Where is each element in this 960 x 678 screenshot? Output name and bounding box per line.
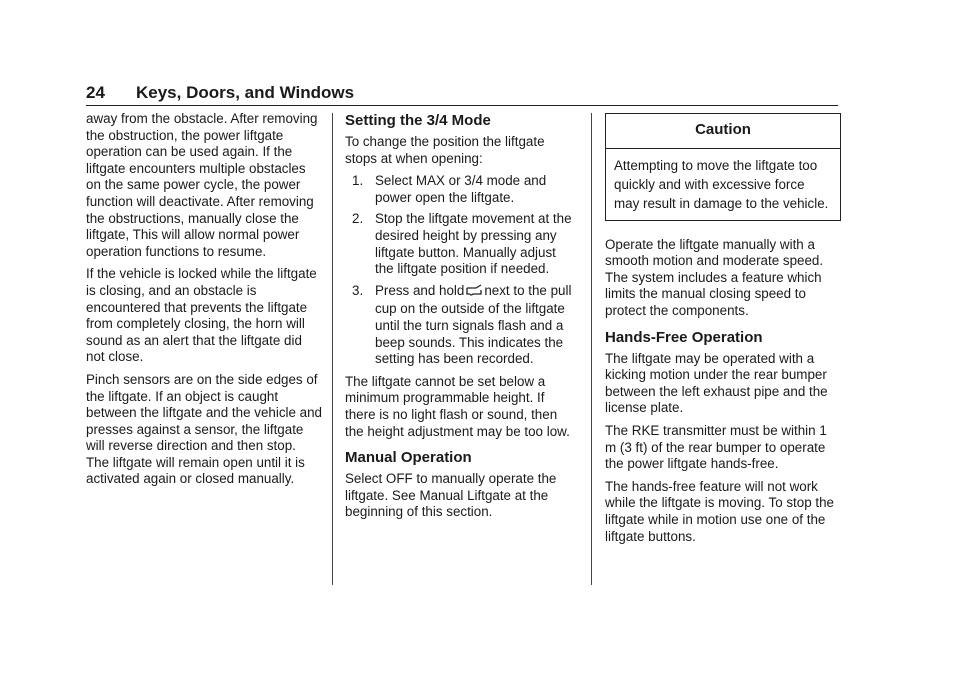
list-item — [345, 173, 577, 206]
step-number: 3. — [352, 282, 364, 298]
paragraph: Pinch sensors are on the side edges of the liftgate. If an object is caught between the liftgate and the vehicle and presses against a sensor, the liftgate will reverse direction and then stop. The liftgate will remain open until it is activated again or closed manually. — [86, 371, 322, 487]
liftgate-icon — [466, 284, 482, 302]
step-number: 2. — [352, 211, 364, 227]
column-divider — [332, 113, 333, 585]
page-number: 24 — [86, 83, 105, 102]
paragraph: Select OFF to manually operate the liftgate. See Manual Liftgate at the beginning of this section. — [345, 471, 557, 520]
section-heading-manual-operation: Manual Operation — [345, 449, 472, 467]
list-item — [345, 211, 577, 277]
step-number: 1. — [352, 173, 364, 189]
paragraph: The liftgate may be operated with a kicking motion under the rear bumper between the left exhaust pipe and the license plate. — [605, 350, 828, 416]
step-text-pre: Press and hold — [375, 282, 465, 298]
paragraph: To change the position the liftgate stops at when opening: — [345, 134, 545, 166]
paragraph: Operate the liftgate manually with a smooth motion and moderate speed. The system includes a feature which limits the manual closing speed to protect the components. — [605, 236, 824, 318]
page-header — [86, 82, 838, 106]
column-middle — [345, 111, 577, 527]
section-heading-3-4-mode: Setting the 3/4 Mode — [345, 112, 491, 129]
step-text-post: next to the pull cup on the outside of the liftgate until the turn signals flash and a beep sounds. This indicates the setting has been recorded. — [375, 282, 572, 367]
list-item — [345, 283, 577, 368]
paragraph: The RKE transmitter must be within 1 m (3 ft) of the rear bumper to operate the power liftgate hands-free. — [605, 422, 827, 472]
section-title: Keys, Doors, and Windows — [136, 83, 355, 102]
caution-text: Attempting to move the liftgate too quickly and with excessive force may result in damage to the vehicle. — [614, 157, 829, 211]
steps-list — [345, 173, 577, 368]
caution-title: Caution — [606, 114, 840, 149]
step-text: Select MAX or 3/4 mode and power open the liftgate. — [375, 173, 547, 205]
column-left — [86, 111, 322, 494]
column-right — [605, 111, 841, 551]
paragraph: If the vehicle is locked while the liftgate is closing, and an obstacle is encountered that prevents the liftgate from completely closing, the horn will sound as an alert that the liftgate did not close. — [86, 266, 317, 365]
paragraph: The liftgate cannot be set below a minimum programmable height. If there is no light flash or sound, then the height adjustment may be too low. — [345, 373, 570, 439]
paragraph: away from the obstacle. After removing the obstruction, the power liftgate operation can be used again. If the liftgate encounters multiple obstacles on the same power cycle, the power function will deactivate. After removing the obstructions, manually close the liftgate, This will allow normal power operation functions to resume. — [86, 111, 318, 259]
column-divider — [591, 113, 592, 585]
paragraph: The hands-free feature will not work while the liftgate is moving. To stop the liftgate while in motion use one of the liftgate buttons. — [605, 478, 835, 544]
caution-box — [605, 113, 841, 221]
section-heading-hands-free: Hands-Free Operation — [605, 328, 763, 346]
step-text: Stop the liftgate movement at the desired height by pressing any liftgate button. Manually adjust the liftgate position if needed. — [375, 211, 572, 277]
